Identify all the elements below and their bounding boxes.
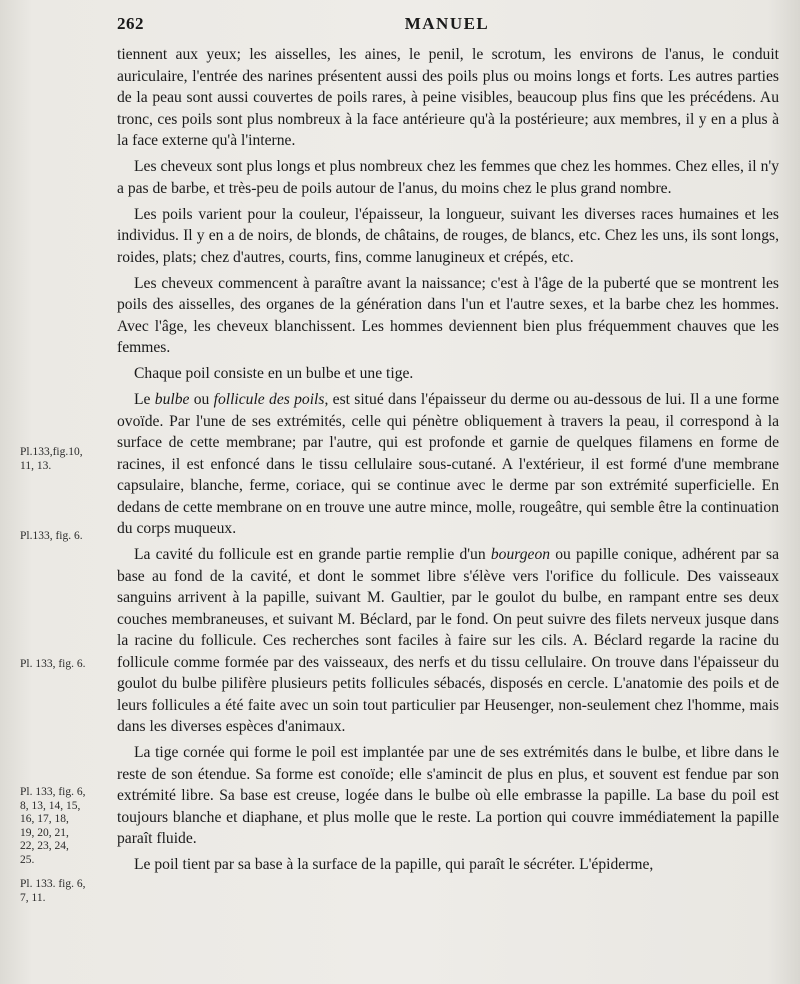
text-run: ou — [189, 391, 214, 408]
margin-note-line: Pl. 133, fig. 6. — [20, 658, 86, 670]
paragraph — [117, 273, 779, 359]
margin-note-line: 22, 23, 24, — [20, 840, 69, 852]
italic-term: bourgeon — [490, 546, 551, 563]
italic-term: follicule des poils — [213, 391, 325, 408]
text-run: Le poil tient par sa base à la surface de la papille, qui paraît le sécréter. L'épiderme, — [134, 856, 654, 873]
margin-note-line: Pl.133, fig. 6. — [20, 530, 83, 542]
text-run: Le — [134, 391, 155, 408]
margin-note-line: Pl. 133. fig. 6, — [20, 878, 86, 890]
paragraph — [117, 742, 779, 850]
text-run: ou papille conique, adhérent par sa base au fond de la cavité, et dont le sommet libre s'élève vers l'orifice du follicule. Des vaisseaux sanguins arrivent à la papille, suivant M. Gaultier, par le goulot du bulbe, en rampant entre ses deux couches membraneuses, et suivant M. Béclard, par le fond. On peut suivre des filets nerveux jusque dans la racine du follicule. Ces recherches sont faciles à faire sur les cils. A. Béclard regarde la racine du follicule comme formée par des vaisseaux, des nerfs et du tissu cellulaire. On trouve dans l'épaisseur du goulot du bulbe pilifère plusieurs petits follicules sébacés, disposés en cercle. L'anatomie des poils et de leurs follicules a été faite avec un soin tout particulier par Heusenger, non-seulement chez l'homme, mais dans les diverses espèces d'animaux. — [117, 546, 780, 735]
margin-note-line: 7, 11. — [20, 891, 46, 904]
margin-note — [20, 786, 110, 867]
text-run: , est situé dans l'épaisseur du derme ou au-dessous de lui. Il a une forme ovoïde. Par l'une de ses extrémités, celle qui pénètre obliquement à travers la peau, il correspond à la surface de cette membrane; par l'autre, qui est profonde et garnie de quelques filamens en forme de racines, il est enfoncé dans le tissu cellulaire sous-cutané. A l'extérieur, il est formé d'une membrane capsulaire, blanche, ferme, coriace, qui se continue avec le derme par son extrémité superficielle. En dedans de cette membrane on en trouve une autre mince, molle, rougeâtre, qui semble être la continuation du corps muqueux. — [117, 391, 779, 537]
italic-term: bulbe — [154, 391, 190, 408]
margin-note-line: 8, 13, 14, 15, — [20, 799, 81, 812]
running-title: MANUEL — [404, 14, 490, 33]
paragraph — [117, 44, 779, 152]
margin-note — [20, 530, 110, 544]
paragraph — [117, 389, 779, 540]
page-header — [117, 14, 777, 40]
text-run: Chaque poil consiste en un bulbe et une tige. — [134, 365, 414, 382]
margin-note-line: Pl.133,fig.10, — [20, 446, 83, 458]
margin-note-line: 25. — [20, 853, 35, 866]
paragraph — [117, 156, 779, 199]
margin-note-line: 19, 20, 21, — [20, 826, 69, 839]
text-run: Les cheveux commencent à paraître avant la naissance; c'est à l'âge de la puberté que se montrent les poils des aisselles, des organes de la génération dans l'un et l'autre sexes, et la barbe chez les hommes. Avec l'âge, les cheveux blanchissent. Les hommes deviennent bien plus fréquemment chauves que les femmes. — [117, 274, 779, 356]
paragraph — [117, 204, 779, 269]
margin-note-line: 16, 17, 18, — [20, 813, 69, 825]
page-number: 262 — [117, 14, 144, 33]
margin-note — [20, 446, 110, 473]
paragraph — [117, 363, 779, 385]
text-run: La tige cornée qui forme le poil est implantée par une de ses extrémités dans le bulbe, et libre dans le reste de son étendue. Sa forme est conoïde; elle s'amincit de plus en plus, et souvent est fendue par son extrémité libre. Sa base est creuse, logée dans le bulbe où elle embrasse la papille. La base du poil est toujours blanche et diaphane, et plus molle que le reste. La portion qui couvre immédiatement la papille paraît fluide. — [117, 744, 779, 847]
body-text — [117, 44, 779, 880]
margin-note — [20, 658, 110, 672]
text-run: Les cheveux sont plus longs et plus nombreux chez les femmes que chez les hommes. Chez elles, il n'y a pas de barbe, et très-peu de poils autour de l'anus, du moins chez le plus grand nombre. — [117, 158, 779, 197]
margin-note-line: Pl. 133, fig. 6, — [20, 786, 86, 798]
text-run: La cavité du follicule est en grande partie remplie d'un — [134, 546, 491, 563]
margin-note-line: 11, 13. — [20, 459, 52, 472]
paragraph — [117, 544, 779, 738]
text-run: tiennent aux yeux; les aisselles, les aines, le penil, le scrotum, les environs de l'anus, le conduit auriculaire, l'entrée des narines présentent aussi des poils plus ou moins longs et forts. Les autres parties de la peau sont aussi couvertes de poils rares, à peine visibles, beaucoup plus fins que les précédens. Au tronc, ces poils sont plus nombreux à la face antérieure qu'à la postérieure; aux membres, il y en a plus à la face externe qu'à l'interne. — [117, 46, 779, 149]
margin-note — [20, 878, 110, 905]
text-run: Les poils varient pour la couleur, l'épaisseur, la longueur, suivant les diverses races humaines et les individus. Il y en a de noirs, de blonds, de châtains, de rouges, de blancs, etc. Chez les uns, ils sont longs, roides, plats; chez d'autres, courts, fins, comme lanugineux et crépés, etc. — [117, 205, 779, 266]
paragraph — [117, 854, 779, 876]
